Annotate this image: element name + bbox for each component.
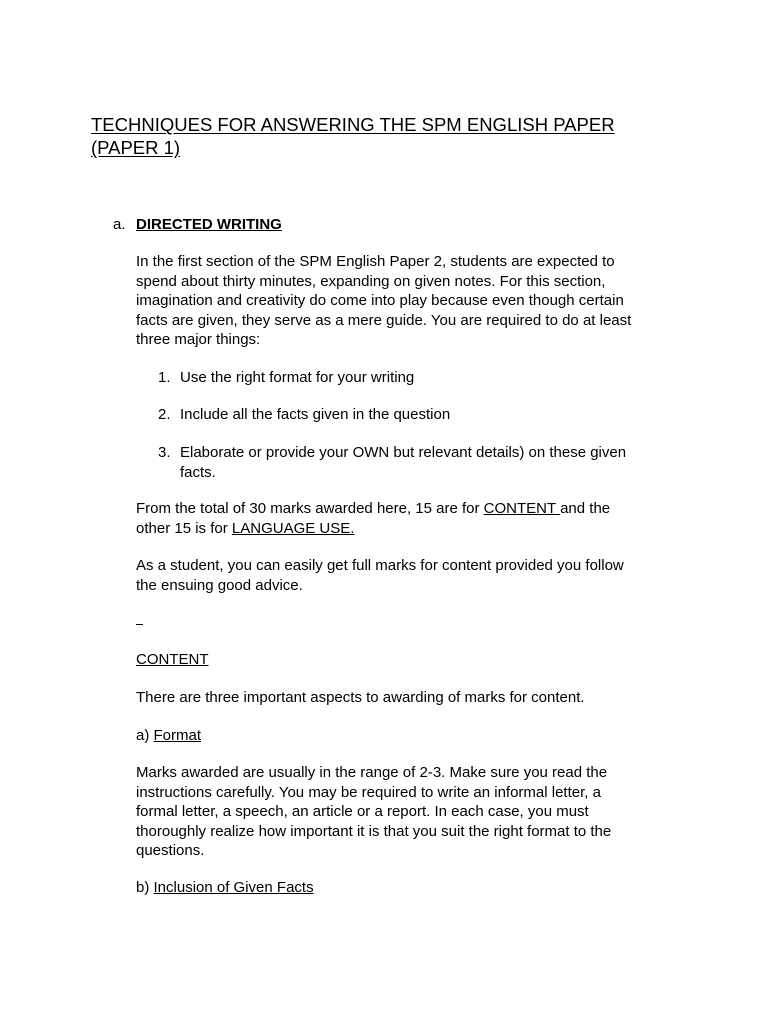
title-line-2: (PAPER 1) bbox=[91, 137, 181, 158]
dash-mark bbox=[136, 624, 143, 625]
language-use-term: LANGUAGE USE. bbox=[231, 519, 355, 537]
intro-line: facts are given, they serve as a mere guide. You are required to do at least bbox=[136, 311, 632, 329]
format-line: instructions carefully. You may be required to write an informal letter, a bbox=[136, 783, 601, 801]
marks-text: other 15 is for bbox=[136, 519, 232, 537]
marks-line bbox=[136, 499, 696, 519]
list-number: 3. bbox=[158, 444, 171, 461]
format-line: formal letter, a speech, an article or a report. In each case, you must bbox=[136, 803, 589, 820]
list-item-line: Elaborate or provide your OWN but relevant details) on these given bbox=[180, 444, 627, 461]
content-term: CONTENT bbox=[483, 500, 561, 517]
marks-paragraph bbox=[136, 499, 696, 538]
intro-line: In the first section of the SPM English Paper 2, students are expected to bbox=[136, 253, 615, 270]
format-paragraph bbox=[136, 763, 696, 861]
intro-line: imagination and creativity do come into play because even though certain bbox=[136, 292, 624, 309]
facts-subheading bbox=[136, 878, 696, 898]
section-marker: a. bbox=[113, 216, 126, 233]
facts-prefix: b) bbox=[136, 879, 154, 896]
list-item-text: Use the right format for your writing bbox=[180, 369, 415, 386]
marks-text: From the total of 30 marks awarded here, 15 are for bbox=[136, 500, 484, 517]
document-title bbox=[91, 113, 691, 159]
format-subheading bbox=[136, 726, 696, 746]
title-line-1: TECHNIQUES FOR ANSWERING THE SPM ENGLISH PAPER bbox=[91, 114, 615, 135]
list-number: 1. bbox=[158, 369, 171, 386]
content-heading: CONTENT bbox=[136, 651, 209, 668]
format-line: Marks awarded are usually in the range of 2-3. Make sure you read the bbox=[136, 764, 608, 781]
intro-paragraph bbox=[136, 252, 696, 350]
advice-line: As a student, you can easily get full marks for content provided you follow bbox=[136, 557, 624, 574]
section-heading: DIRECTED WRITING bbox=[136, 216, 282, 233]
intro-line: three major things: bbox=[136, 331, 261, 348]
list-item-text: Include all the facts given in the question bbox=[180, 406, 451, 423]
marks-line bbox=[136, 519, 696, 539]
advice-line: the ensuing good advice. bbox=[136, 576, 303, 594]
intro-line: spend about thirty minutes, expanding on given notes. For this section, bbox=[136, 272, 606, 290]
list-item-text bbox=[180, 443, 680, 482]
facts-label: Inclusion of Given Facts bbox=[153, 879, 314, 896]
format-line: questions. bbox=[136, 842, 205, 859]
format-label: Format bbox=[153, 727, 202, 744]
list-item-line: facts. bbox=[180, 463, 216, 481]
format-line: thoroughly realize how important it is that you suit the right format to the bbox=[136, 822, 612, 840]
content-intro: There are three important aspects to awarding of marks for content. bbox=[136, 689, 585, 706]
list-number: 2. bbox=[158, 406, 171, 423]
format-prefix: a) bbox=[136, 727, 154, 744]
advice-paragraph bbox=[136, 556, 696, 595]
marks-text: and the bbox=[560, 500, 611, 517]
